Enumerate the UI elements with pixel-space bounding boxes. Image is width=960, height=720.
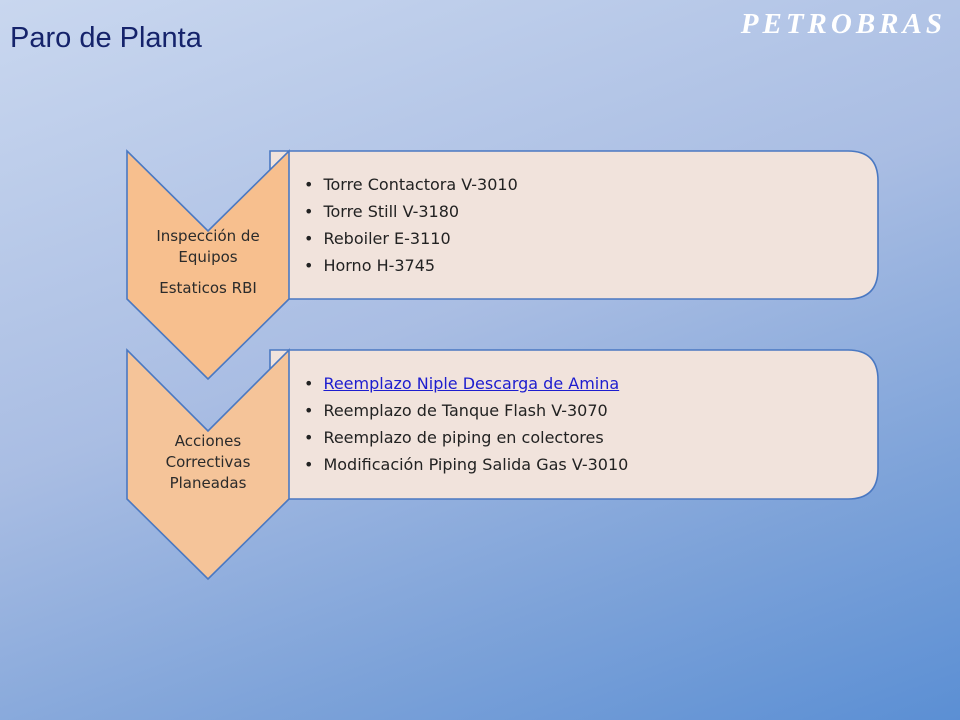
list-item: • Horno H-3745 (300, 252, 518, 279)
list-item: • Reemplazo de piping en colectores (300, 424, 628, 451)
step-1-list (300, 171, 518, 279)
list-item: • Reemplazo de Tanque Flash V-3070 (300, 397, 628, 424)
petrobras-logo: PETROBRAS (740, 8, 946, 40)
list-item: • Modificación Piping Salida Gas V-3010 (300, 451, 628, 478)
step-1-label (128, 226, 288, 299)
step-1-title: Inspección de Equipos (156, 227, 260, 266)
step-1-subtitle: Estaticos RBI (159, 279, 257, 297)
step-2-list (300, 370, 628, 478)
list-item: • Torre Still V-3180 (300, 198, 518, 225)
step-2-title: Acciones Correctivas Planeadas (165, 432, 251, 492)
amina-nipple-link[interactable]: • Reemplazo Niple Descarga de Amina (300, 370, 628, 397)
step-2-label (128, 431, 288, 494)
list-item: • Torre Contactora V-3010 (300, 171, 518, 198)
list-item: • Reboiler E-3110 (300, 225, 518, 252)
page-title: Paro de Planta (10, 22, 202, 54)
